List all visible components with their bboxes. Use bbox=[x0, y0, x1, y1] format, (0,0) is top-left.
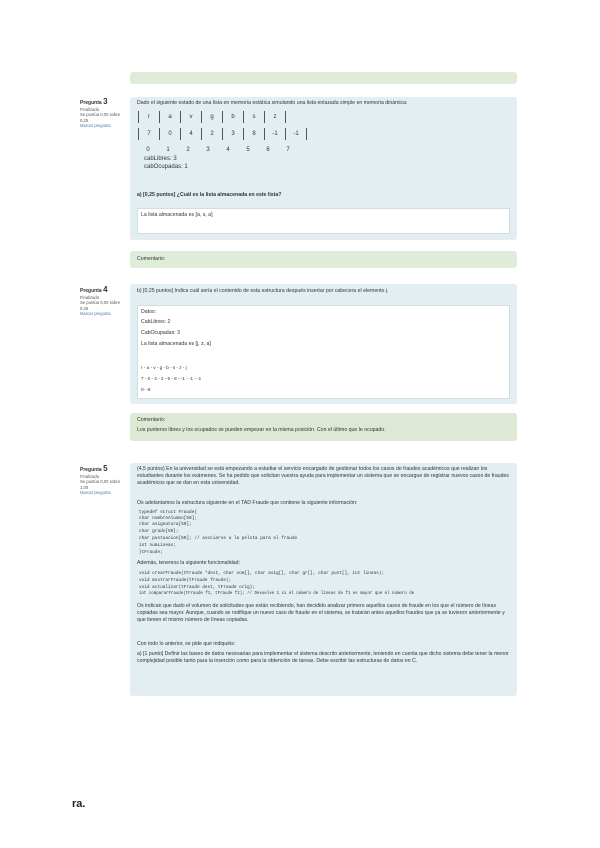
question-4-panel bbox=[130, 284, 517, 404]
question-grade: Se puntúa 0,00 sobre 1,00 bbox=[80, 479, 121, 490]
question-paragraph: Con todo lo anterior, se pide que indiquéis: bbox=[137, 641, 236, 647]
question-paragraph: Os indican que dado el volumen de solicitudes que están recibiendo, han decidido analizar primero aquellos casos de fraude en los que el número de líneas copiadas sea mayor. Aunque, cuando se notifique un nuevo caso de fraude en el sistema, se tratarán antes aquellos fraudes que ya se tuvieron anteriormente y que tienen el mismo número de líneas copiadas. bbox=[137, 603, 505, 623]
question-info-5 bbox=[80, 466, 122, 496]
table-index: 6 bbox=[266, 147, 270, 153]
answer-line: CabLibres: 2 bbox=[141, 319, 171, 325]
cab-ocupadas: cabOcupadas: 1 bbox=[144, 164, 188, 170]
answer-line: r - a - v - g - b - s - z - j bbox=[141, 365, 187, 370]
code-line: char asignatura[50]; bbox=[139, 522, 192, 527]
code-line: void crearFraude(tFraude *dest, char nom[], char asig[], char gr[], char punt[], int lineas); bbox=[139, 571, 385, 576]
table-cell: 4 bbox=[181, 128, 202, 140]
table-index: 4 bbox=[226, 147, 230, 153]
feedback-box bbox=[130, 413, 517, 441]
table-index: 3 bbox=[206, 147, 210, 153]
question-state: Finalizado bbox=[80, 106, 100, 112]
flag-question-link[interactable]: Marcar pregunta bbox=[80, 311, 111, 316]
table-index: 2 bbox=[186, 147, 190, 153]
table-cell: 0 bbox=[160, 128, 181, 140]
table-index: 7 bbox=[286, 147, 290, 153]
table-index: 1 bbox=[166, 147, 170, 153]
answer-line: 7 - 0 - 4 - 2 - 5 - 8 - -1 - -1 - -1 bbox=[141, 376, 202, 381]
code-line: }tFraude; bbox=[139, 550, 163, 555]
question-number: Pregunta 3 bbox=[80, 97, 108, 106]
answer-box[interactable] bbox=[137, 208, 510, 234]
functionality-lead: Además, tenemos la siguiente funcionalidad: bbox=[137, 560, 240, 566]
answer-line: 0- -8 bbox=[141, 387, 151, 392]
answer-line: CabOcupadas: 3 bbox=[141, 330, 180, 336]
table-cell: g bbox=[202, 111, 223, 123]
feedback-title: Comentario: bbox=[137, 417, 166, 423]
question-state: Finalizado bbox=[80, 294, 100, 300]
answer-line: La lista almacenada es [j, z, a] bbox=[141, 341, 211, 347]
table-cell: -1 bbox=[265, 128, 286, 140]
table-cell: a bbox=[160, 111, 181, 123]
code-line: int numLineas; bbox=[139, 543, 176, 548]
code-line: void mostrarFraude(tFraude fraude); bbox=[139, 578, 232, 583]
page-footer-text: ra. bbox=[72, 798, 86, 810]
flag-question-link[interactable]: Marcar pregunta bbox=[80, 123, 111, 128]
table-indices bbox=[138, 147, 308, 155]
table-cell: 8 bbox=[244, 128, 265, 140]
feedback-text: Los punteros libres y los ocupados se pueden empezar en la misma posición. Con el último que le ocupado. bbox=[137, 427, 386, 433]
question-prompt: b) [0,25 puntos] Indica cuál sería el contenido de esta estructura después insertar por cabecera el elemento j. bbox=[137, 288, 389, 294]
question-grade: Se puntúa 0,00 sobre 0,25 bbox=[80, 300, 121, 311]
cab-libres: cabLibres: 3 bbox=[144, 156, 177, 162]
table-cell: -1 bbox=[286, 128, 307, 140]
table-cell: z bbox=[265, 111, 286, 123]
question-intro: (4,5 puntos) En la universidad se está empezando a estudiar el servicio encargado de gestionar todos los casos de fraudes académicos que realizan los estudiantes durante los exámenes. Se ha pedido que solicitan vuestra ayuda para implementar un sistema que se encargue de registrar nuevos casos de fraudes académicos que se dan en esta universidad. bbox=[137, 466, 509, 486]
code-line: char puntuacion[50]; // asociarse a la pelota para el fraude bbox=[139, 536, 298, 541]
question-lead: Os adelantamos la estructura siguiente en el TAD Fraude que contiene la siguiente información: bbox=[137, 500, 358, 506]
question-info-3 bbox=[80, 99, 122, 129]
answer-text: La lista almacenada es [a, s, a] bbox=[141, 212, 213, 218]
previous-feedback-band bbox=[130, 72, 517, 84]
table-index: 0 bbox=[146, 147, 150, 153]
table-cell: v bbox=[181, 111, 202, 123]
table-index: 5 bbox=[246, 147, 250, 153]
comment-label: Comentario: bbox=[137, 256, 166, 262]
table-cell: b bbox=[223, 111, 244, 123]
sub-question-a: a) [1 punto] Definir las bases de datos necesarias para implementar el sistema descrito anteriormente, teniendo en cuenta que dicho sistema debe tener la menor complejidad posible tanto para la inserción como para la obtención de tareas. Debe escribir las estructuras de datos en C. bbox=[137, 651, 509, 664]
question-state: Finalizado bbox=[80, 473, 100, 479]
comment-band bbox=[130, 251, 517, 268]
question-info-4 bbox=[80, 287, 122, 317]
code-line: char nombreAlumno[50]; bbox=[139, 516, 197, 521]
code-line: typedef struct Fraude{ bbox=[139, 510, 197, 515]
question-prompt: Dado el siguiente estado de una lista en memoria estática simulando una lista enlazada simple en memoria dinámica: bbox=[137, 100, 408, 106]
memory-table bbox=[138, 111, 307, 140]
question-3-panel bbox=[130, 97, 517, 240]
code-line: void actualizar(tFraude dest, tFraude orig); bbox=[139, 585, 255, 590]
question-5-panel bbox=[130, 463, 517, 696]
table-cell: 3 bbox=[223, 128, 244, 140]
table-cell: 7 bbox=[139, 128, 160, 140]
code-line: int compararFraude(tFraude f1, tFraude f2); // Devuelve 1 si el número de líneas de f1 es mayor que el número de bbox=[139, 592, 415, 596]
table-cell: s bbox=[244, 111, 265, 123]
answer-box[interactable] bbox=[137, 305, 510, 399]
table-cell: 2 bbox=[202, 128, 223, 140]
flag-question-link[interactable]: Marcar pregunta bbox=[80, 490, 111, 495]
question-number: Pregunta 5 bbox=[80, 464, 108, 473]
table-cell: r bbox=[139, 111, 160, 123]
question-grade: Se puntúa 0,00 sobre 0,25 bbox=[80, 112, 121, 123]
sub-question-a: a) [0,25 puntos] ¿Cuál es la lista almacenada en este lista? bbox=[137, 192, 282, 198]
code-line: char grado[50]; bbox=[139, 529, 179, 534]
question-number: Pregunta 4 bbox=[80, 285, 108, 294]
answer-line: Datos: bbox=[141, 309, 156, 315]
